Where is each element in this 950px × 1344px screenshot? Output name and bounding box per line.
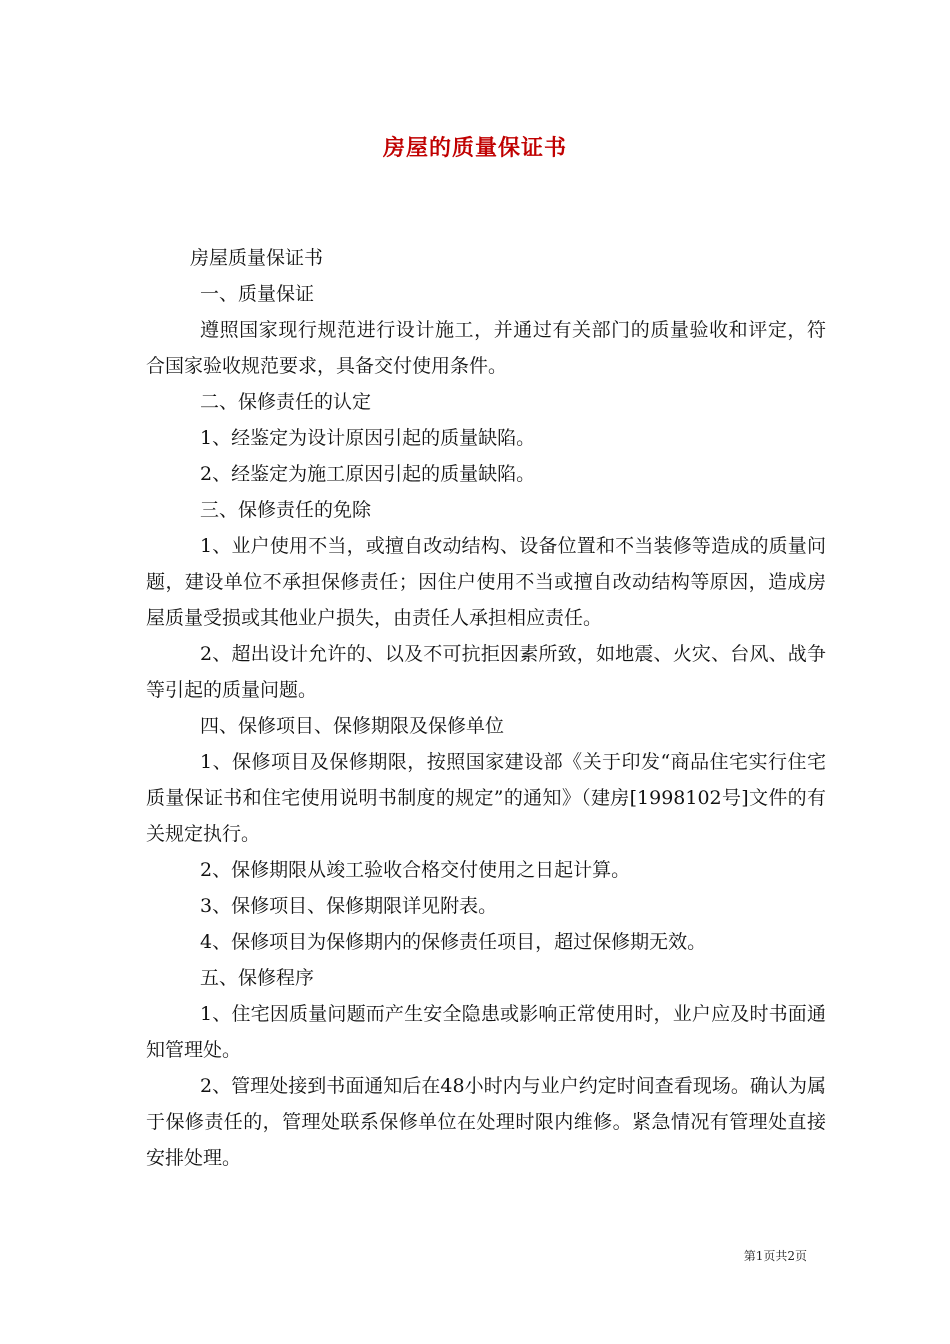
section-heading: 一、质量保证 bbox=[200, 283, 315, 305]
document-body bbox=[146, 240, 826, 1176]
section-heading: 二、保修责任的认定 bbox=[200, 391, 372, 413]
paragraph: 2、经鉴定为施工原因引起的质量缺陷。 bbox=[200, 463, 536, 485]
document-title: 房屋的质量保证书 bbox=[382, 135, 567, 161]
paragraph: 1、经鉴定为设计原因引起的质量缺陷。 bbox=[200, 427, 536, 449]
paragraph: 2、超出设计允许的、以及不可抗拒因素所致，如地震、火灾、台风、战争等引起的质量问题。 bbox=[146, 643, 826, 701]
section-heading: 三、保修责任的免除 bbox=[200, 499, 372, 521]
paragraph: 3、保修项目、保修期限详见附表。 bbox=[200, 895, 498, 917]
paragraph: 2、管理处接到书面通知后在48小时内与业户约定时间查看现场。确认为属于保修责任的，管理处联系保修单位在处理时限内维修。紧急情况有管理处直接安排处理。 bbox=[146, 1075, 826, 1169]
paragraph: 1、保修项目及保修期限，按照国家建设部《关于印发“商品住宅实行住宅质量保证书和住宅使用说明书制度的规定”的通知》（建房[1998102号]文件的有关规定执行。 bbox=[146, 751, 826, 845]
paragraph: 遵照国家现行规范进行设计施工，并通过有关部门的质量验收和评定，符合国家验收规范要求，具备交付使用条件。 bbox=[146, 319, 826, 377]
paragraph: 房屋质量保证书 bbox=[190, 247, 324, 269]
paragraph: 4、保修项目为保修期内的保修责任项目，超过保修期无效。 bbox=[200, 931, 707, 953]
page-number: 第1页共2页 bbox=[743, 1249, 807, 1263]
section-heading: 五、保修程序 bbox=[200, 967, 315, 989]
paragraph: 1、业户使用不当，或擅自改动结构、设备位置和不当装修等造成的质量问题，建设单位不承担保修责任；因住户使用不当或擅自改动结构等原因，造成房屋质量受损或其他业户损失，由责任人承担相应责任。 bbox=[146, 535, 826, 629]
section-heading: 四、保修项目、保修期限及保修单位 bbox=[200, 715, 505, 737]
paragraph: 1、住宅因质量问题而产生安全隐患或影响正常使用时，业户应及时书面通知管理处。 bbox=[146, 1003, 826, 1061]
paragraph: 2、保修期限从竣工验收合格交付使用之日起计算。 bbox=[200, 859, 631, 881]
